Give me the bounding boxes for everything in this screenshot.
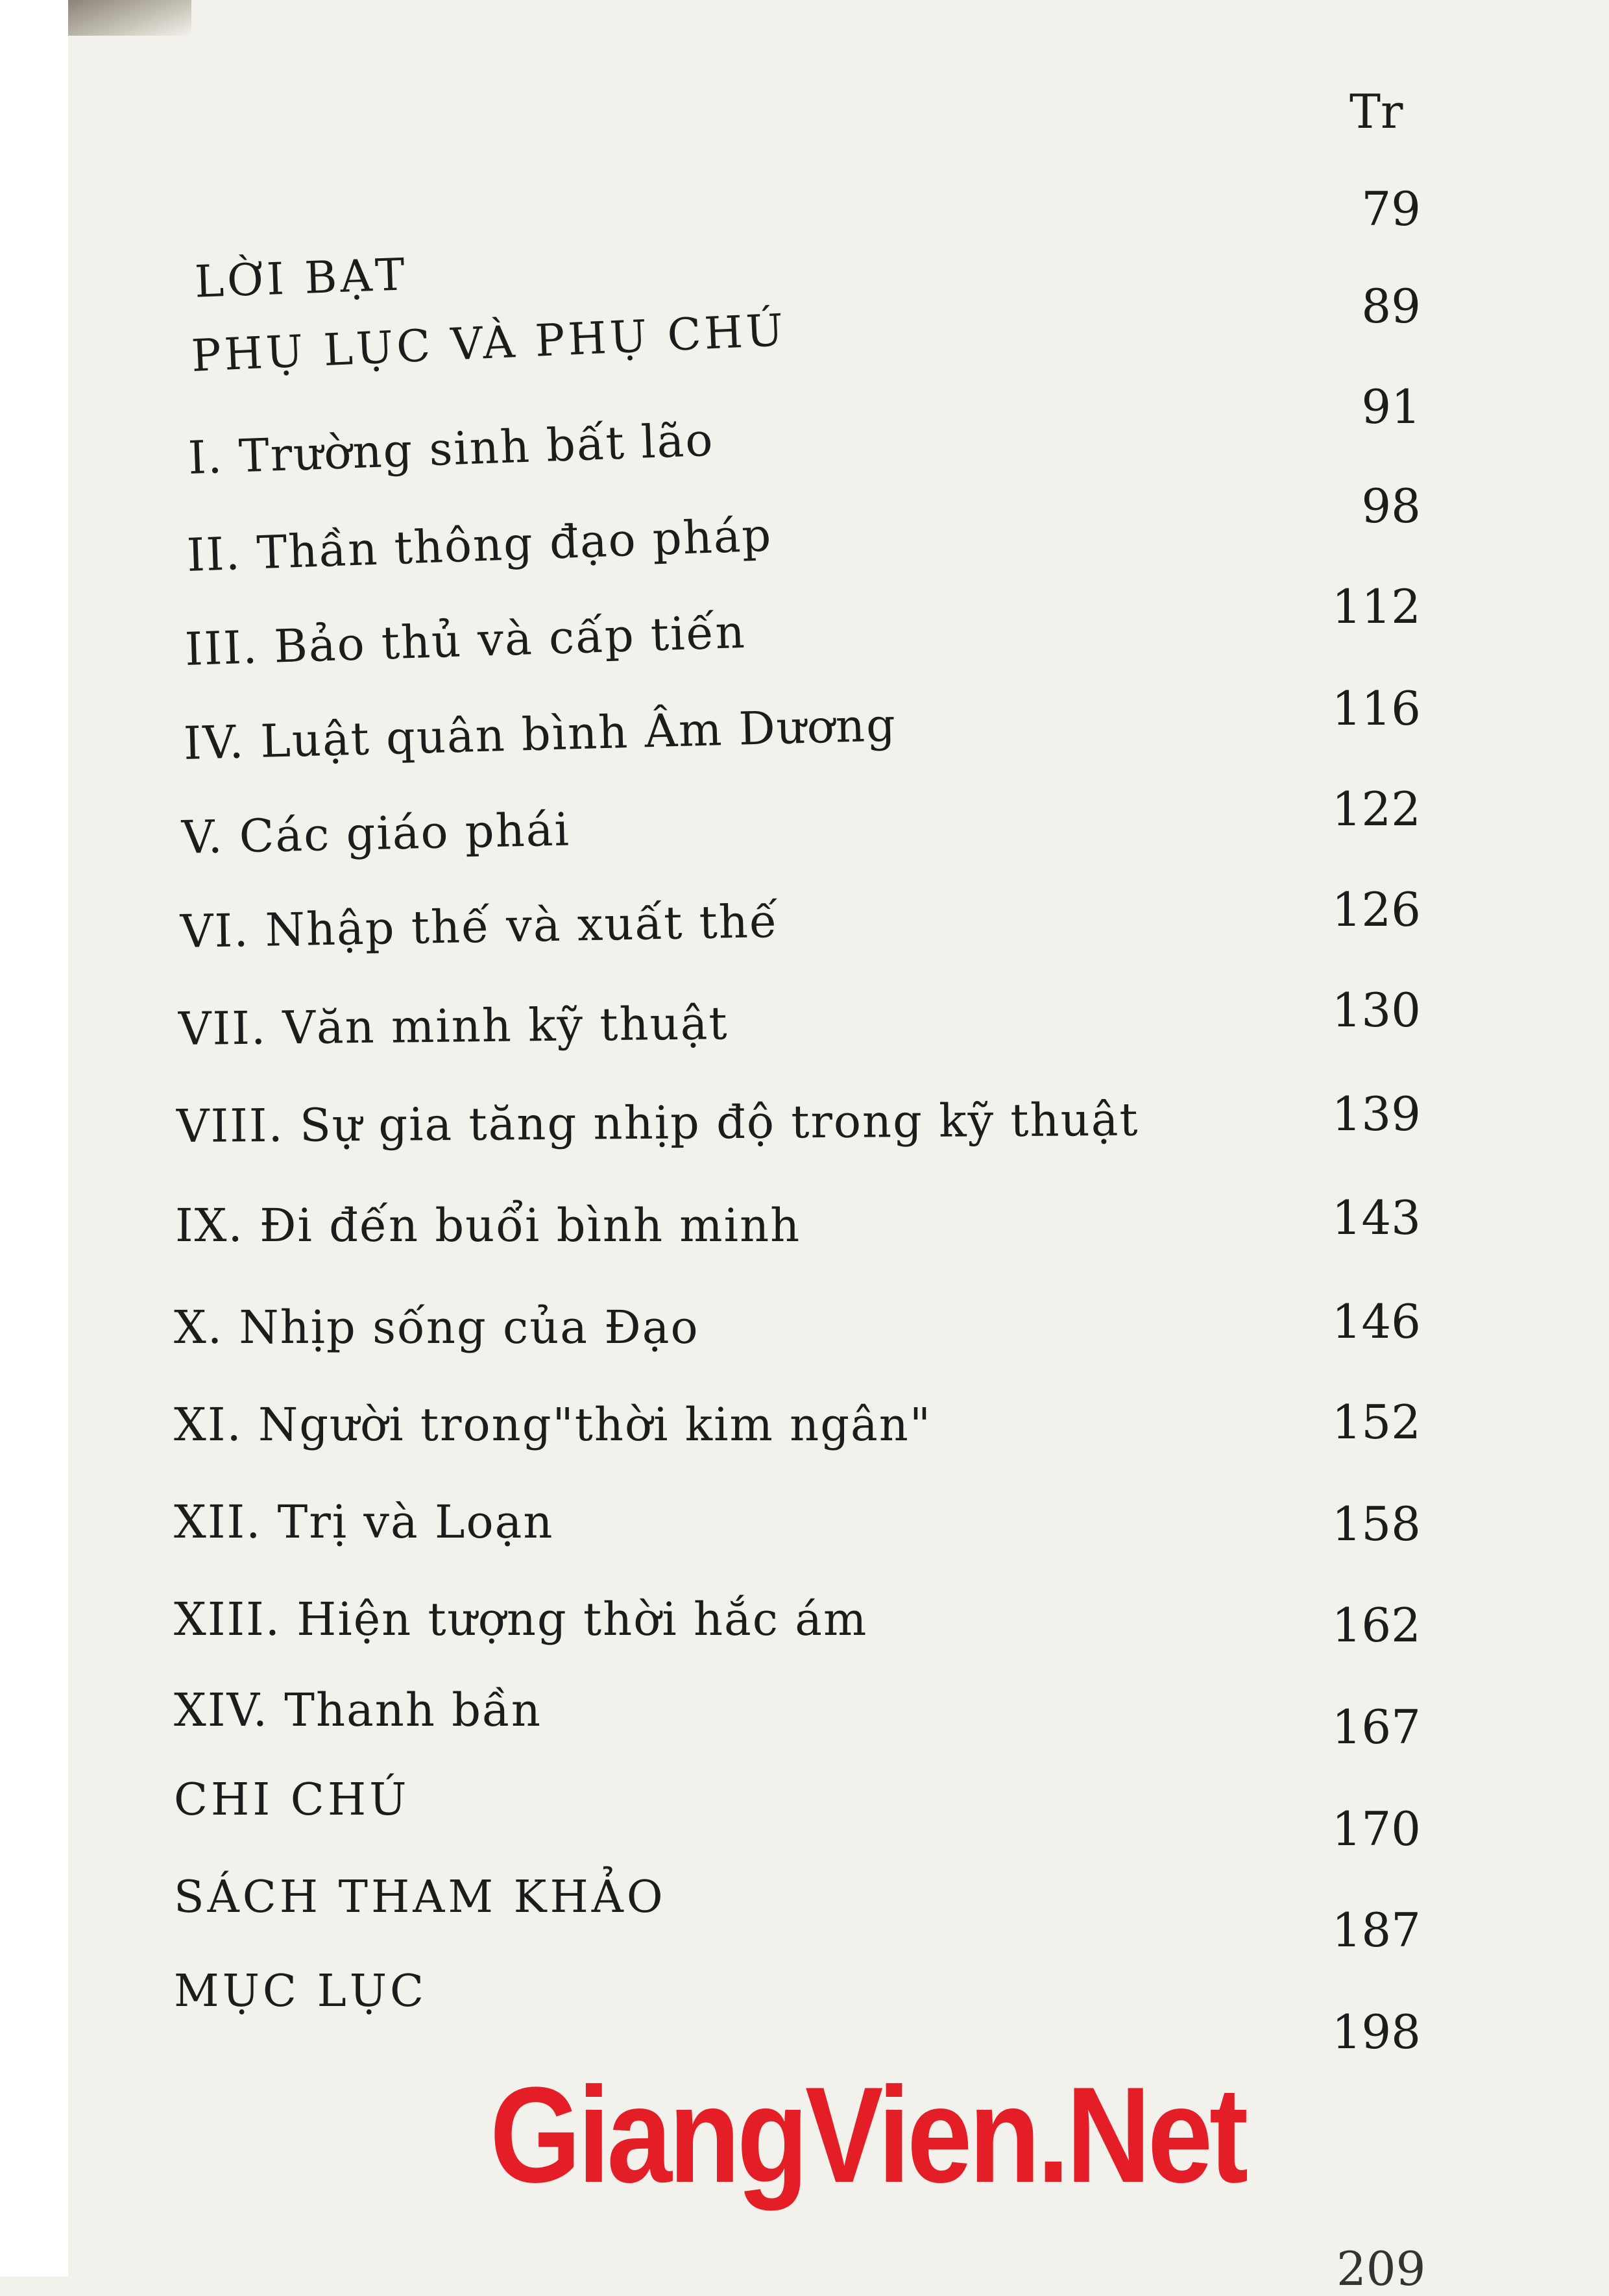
toc-entry: PHỤ LỤC VÀ PHỤ CHÚ <box>190 304 788 382</box>
toc-entry: X. Nhịp sống của Đạo <box>174 1301 699 1354</box>
toc-page-number: 162 <box>1331 1598 1421 1652</box>
toc-page-number: 122 <box>1331 782 1421 836</box>
watermark-logo: GiangVien.Net <box>490 2059 1245 2211</box>
toc-page-number: 139 <box>1331 1087 1421 1141</box>
toc-entry: XIV. Thanh bần <box>174 1684 542 1737</box>
toc-entry: V. Các giáo phái <box>181 803 571 864</box>
toc-entry: LỜI BẠT <box>193 249 409 308</box>
toc-entry: XII. Trị và Loạn <box>174 1495 554 1549</box>
footer-page-number: 209 <box>1337 2242 1426 2296</box>
toc-entry: IX. Đi đến buổi bình minh <box>175 1199 801 1252</box>
toc-page-number: 167 <box>1331 1700 1421 1754</box>
page-column-label: Tr <box>1349 84 1403 139</box>
toc-entry: I. Trường sinh bất lão <box>187 413 715 485</box>
toc-page-number: 198 <box>1331 2005 1421 2059</box>
toc-page-number: 130 <box>1331 983 1421 1037</box>
page-margin <box>0 0 68 2277</box>
page-corner-shadow <box>68 0 191 36</box>
toc-entry: III. Bảo thủ và cấp tiến <box>184 605 747 676</box>
toc-page-number: 116 <box>1331 681 1421 736</box>
toc-entry: MỤC LỤC <box>174 1966 428 2017</box>
toc-entry: VII. Văn minh kỹ thuật <box>178 997 729 1056</box>
toc-page-number: 158 <box>1331 1497 1421 1551</box>
toc-entry: SÁCH THAM KHẢO <box>174 1872 666 1923</box>
toc-page-number: 112 <box>1331 579 1421 634</box>
toc-page-number: 187 <box>1331 1903 1421 1957</box>
toc-page-number: 143 <box>1331 1190 1421 1245</box>
toc-entry: VIII. Sự gia tăng nhịp độ trong kỹ thuật <box>176 1093 1139 1153</box>
toc-page-number: 89 <box>1361 279 1421 333</box>
toc-page-number: 170 <box>1331 1802 1421 1856</box>
toc-page-number: 152 <box>1331 1395 1421 1449</box>
toc-entry: CHI CHÚ <box>174 1774 410 1826</box>
toc-page-number: 98 <box>1361 479 1421 533</box>
toc-entry: IV. Luật quân bình Âm Dương <box>182 698 897 770</box>
toc-entry: II. Thần thông đạo pháp <box>186 508 773 582</box>
toc-page-number: 126 <box>1331 882 1421 937</box>
toc-page-number: 146 <box>1331 1294 1421 1349</box>
toc-entry: VI. Nhập thế và xuất thế <box>180 894 779 958</box>
toc-page-number: 91 <box>1361 380 1421 434</box>
toc-page-number: 79 <box>1361 182 1421 236</box>
toc-entry: XI. Người trong"thời kim ngân" <box>174 1398 932 1451</box>
toc-entry: XIII. Hiện tượng thời hắc ám <box>174 1593 868 1646</box>
